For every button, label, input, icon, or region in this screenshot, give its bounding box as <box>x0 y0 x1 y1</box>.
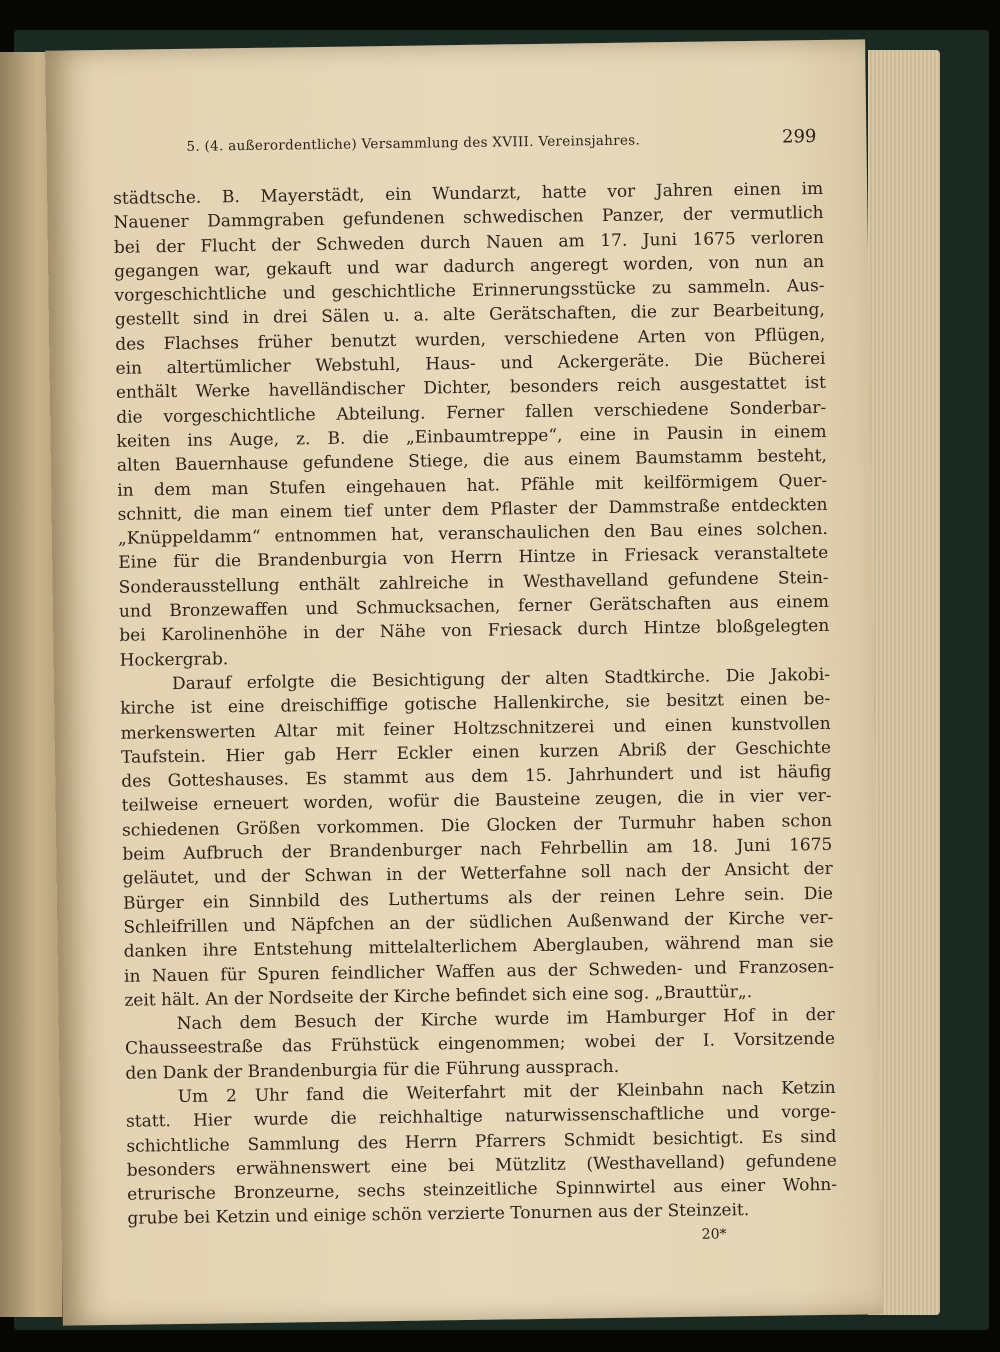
text-line: etrurische Bronzeurne, sechs steinzeitliche Spinnwirtel aus einer Wohn- <box>126 1175 838 1205</box>
text-line: städtsche. B. Mayerstädt, ein Wundarzt, hatte vor Jahren einen im <box>113 178 824 209</box>
text-line: grube bei Ketzin und einige schön verzierte Tonurnen aus der Steinzeit. <box>127 1200 750 1230</box>
text-line: zeit hält. An der Nordseite der Kirche befindet sich eine sog. „Brauttür„. <box>124 981 753 1011</box>
text-line: Chausseestraße das Frühstück eingenommen; wobei der I. Vorsitzende <box>124 1029 836 1060</box>
text-line: in dem man Stufen eingehauen hat. Pfähle mit keilförmigem Quer- <box>117 470 828 501</box>
text-line: Nach dem Besuch der Kirche wurde im Hamburger Hof in der <box>176 1004 835 1035</box>
text-line: Eine für die Brandenburgia von Herrn Hintze in Friesack veranstaltete <box>118 543 829 574</box>
signature-mark: 20* <box>701 1226 727 1243</box>
text-line: Bürger ein Sinnbild des Luthertums als der reinen Lehre sein. Die <box>122 883 834 914</box>
text-line: und Bronzewaffen und Schmucksachen, ferner Gerätschaften aus einem <box>118 591 830 622</box>
text-line: des Gotteshauses. Es stammt aus dem 15. Jahrhundert und ist häufig <box>121 762 832 792</box>
text-line: beim Aufbruch der Brandenburger nach Fehrbellin am 18. Juni 1675 <box>122 834 833 865</box>
page-number: 299 <box>781 126 817 148</box>
text-line: merkenswerten Altar mit feiner Holtzschnitzerei und einen kunstvollen <box>120 713 831 744</box>
text-line: vorgeschichtliche und geschichtliche Erinnerungsstücke zu sammeln. Aus- <box>114 276 825 307</box>
text-line: den Dank der Brandenburgia für die Führung aussprach. <box>125 1056 620 1084</box>
text-line: die vorgeschichtliche Abteilung. Ferner fallen verschiedene Sonderbar- <box>116 397 827 428</box>
text-line: gestellt sind in drei Sälen u. a. alte Gerätschaften, die zur Bearbeitung, <box>114 300 825 331</box>
text-line: besonders erwähnenswert eine bei Mützlitz (Westhavelland) gefundene <box>126 1150 837 1181</box>
text-line: in Nauen für Spuren feindlicher Waffen aus der Schweden- und Franzosen- <box>123 956 835 987</box>
text-line: des Flachses früher benutzt wurden, verschiedene Arten von Pflügen, <box>115 324 826 355</box>
text-line: Darauf erfolgte die Besichtigung der alten Stadtkirche. Die Jakobi- <box>171 664 831 695</box>
text-line: Hockergrab. <box>119 648 229 671</box>
text-line: schnitt, die man einem tief unter dem Pflaster der Dammstraße entdeckten <box>117 494 828 525</box>
text-line: schiedenen Größen vorkommen. Die Glocken der Turmuhr haben schon <box>121 810 833 841</box>
text-line: Um 2 Uhr fand die Weiterfahrt mit der Kleinbahn nach Ketzin <box>177 1077 836 1108</box>
text-line: Taufstein. Hier gab Herr Eckler einen kurzen Abriß der Geschichte <box>120 737 832 768</box>
text-line: bei der Flucht der Schweden durch Nauen am 17. Juni 1675 verloren <box>113 227 824 258</box>
text-line: kirche ist eine dreischiffige gotische Hallenkirche, sie besitzt einen be- <box>120 689 831 720</box>
text-line: Schleifrillen und Näpfchen an der südlichen Außenwand der Kirche ver- <box>123 907 834 938</box>
running-title: 5. (4. außerordentliche) Versammlung des XVIII. Vereinsjahres. <box>186 132 641 155</box>
running-head <box>186 126 817 167</box>
text-line: Sonderausstellung enthält zahlreiche in Westhavelland gefundene Stein- <box>118 567 829 598</box>
text-line: teilweise erneuert worden, wofür die Bausteine zeugen, die in vier ver- <box>121 786 832 817</box>
text-line: „Knüppeldamm“ entnommen hat, veranschaulichen den Bau eines solchen. <box>117 519 829 549</box>
text-line: danken ihre Entstehung mittelalterlichem Aberglauben, während man sie <box>123 932 834 962</box>
text-line: bei Karolinenhöhe in der Nähe von Friesack durch Hintze bloßgelegten <box>119 616 830 647</box>
text-line: schichtliche Sammlung des Herrn Pfarrers Schmidt besichtigt. Es sind <box>126 1126 837 1157</box>
text-line: enthält Werke havelländischer Dichter, besonders reich ausgestattet ist <box>115 373 826 404</box>
text-line: ein altertümlicher Webstuhl, Haus- und Ackergeräte. Die Bücherei <box>115 348 826 379</box>
text-line: Nauener Dammgraben gefundenen schwedischen Panzer, der vermutlich <box>113 203 824 234</box>
text-line: gegangen war, gekauft und war dadurch angeregt worden, von nun an <box>114 251 825 282</box>
text-line: keiten ins Auge, z. B. die „Einbaumtreppe“, eine in Pausin in einem <box>116 421 827 452</box>
text-line: geläutet, und der Schwan in der Wetterfahne soll nach der Ansicht der <box>122 859 833 890</box>
text-line: alten Bauernhause gefundene Stiege, die aus einem Baumstamm besteht, <box>116 446 828 477</box>
book-page <box>45 39 883 1325</box>
text-line: statt. Hier wurde die reichhaltige naturwissenschaftliche und vorge- <box>125 1102 837 1133</box>
body-text <box>113 177 838 1232</box>
